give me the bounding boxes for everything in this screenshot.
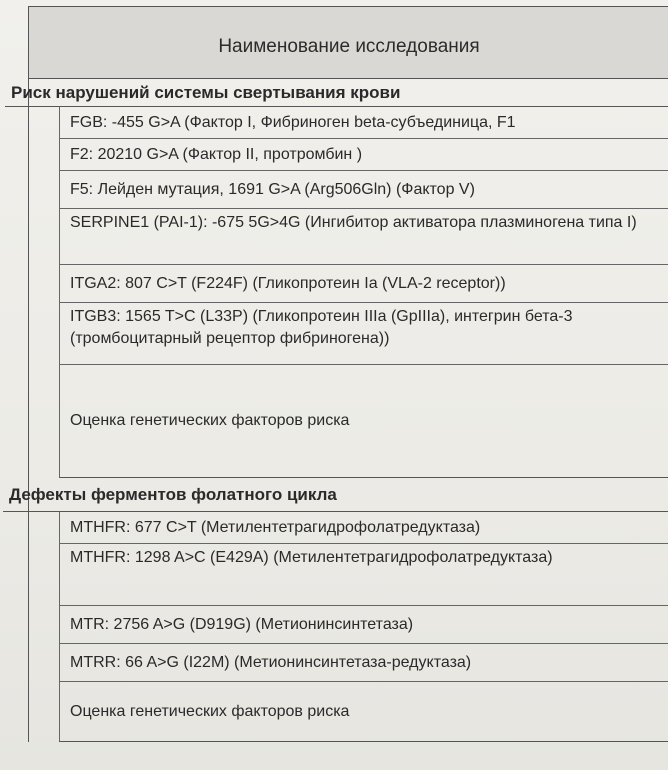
- table-row: F5: Лейден мутация, 1691 G>A (Arg506Gln) (Фактор V): [59, 171, 668, 209]
- table-row: FGB: -455 G>A (Фактор I, Фибриноген beta-субъединица, F1: [59, 107, 668, 139]
- assessment-label: Оценка генетических факторов риска: [70, 412, 350, 429]
- table-row: MTHFR: 1298 A>C (E429A) (Метилентетрагидрофолатредуктаза): [59, 544, 668, 606]
- table-header: [29, 7, 668, 79]
- assessment-label: Оценка генетических факторов риска: [70, 702, 350, 720]
- section-title-coagulation: Риск нарушений системы свертывания крови: [5, 79, 668, 107]
- research-table: [9, 6, 668, 742]
- assessment-row: [59, 365, 668, 478]
- table-header-title: Наименование исследования: [218, 35, 480, 57]
- table-row: F2: 20210 G>A (Фактор II, протромбин ): [59, 139, 668, 171]
- table-row: ITGB3: 1565 T>C (L33P) (Гликопротеин IIIa (GpIIIa), интегрин бета-3 (тромбоцитарный рецептор фибриногена)): [59, 303, 668, 365]
- assessment-row: [59, 682, 668, 742]
- table-row: SERPINE1 (PAI-1): -675 5G>4G (Ингибитор активатора плазминогена типа I): [59, 209, 668, 265]
- table-row: MTR: 2756 A>G (D919G) (Метионинсинтетаза): [59, 606, 668, 644]
- table-row: MTHFR: 677 C>T (Метилентетрагидрофолатредуктаза): [59, 512, 668, 544]
- table-row: ITGA2: 807 C>T (F224F) (Гликопротеин Ia (VLA-2 receptor)): [59, 265, 668, 303]
- section-title-folate: Дефекты ферментов фолатного цикла: [3, 478, 668, 512]
- table-row: MTRR: 66 A>G (I22M) (Метионинсинтетаза-редуктаза): [59, 644, 668, 682]
